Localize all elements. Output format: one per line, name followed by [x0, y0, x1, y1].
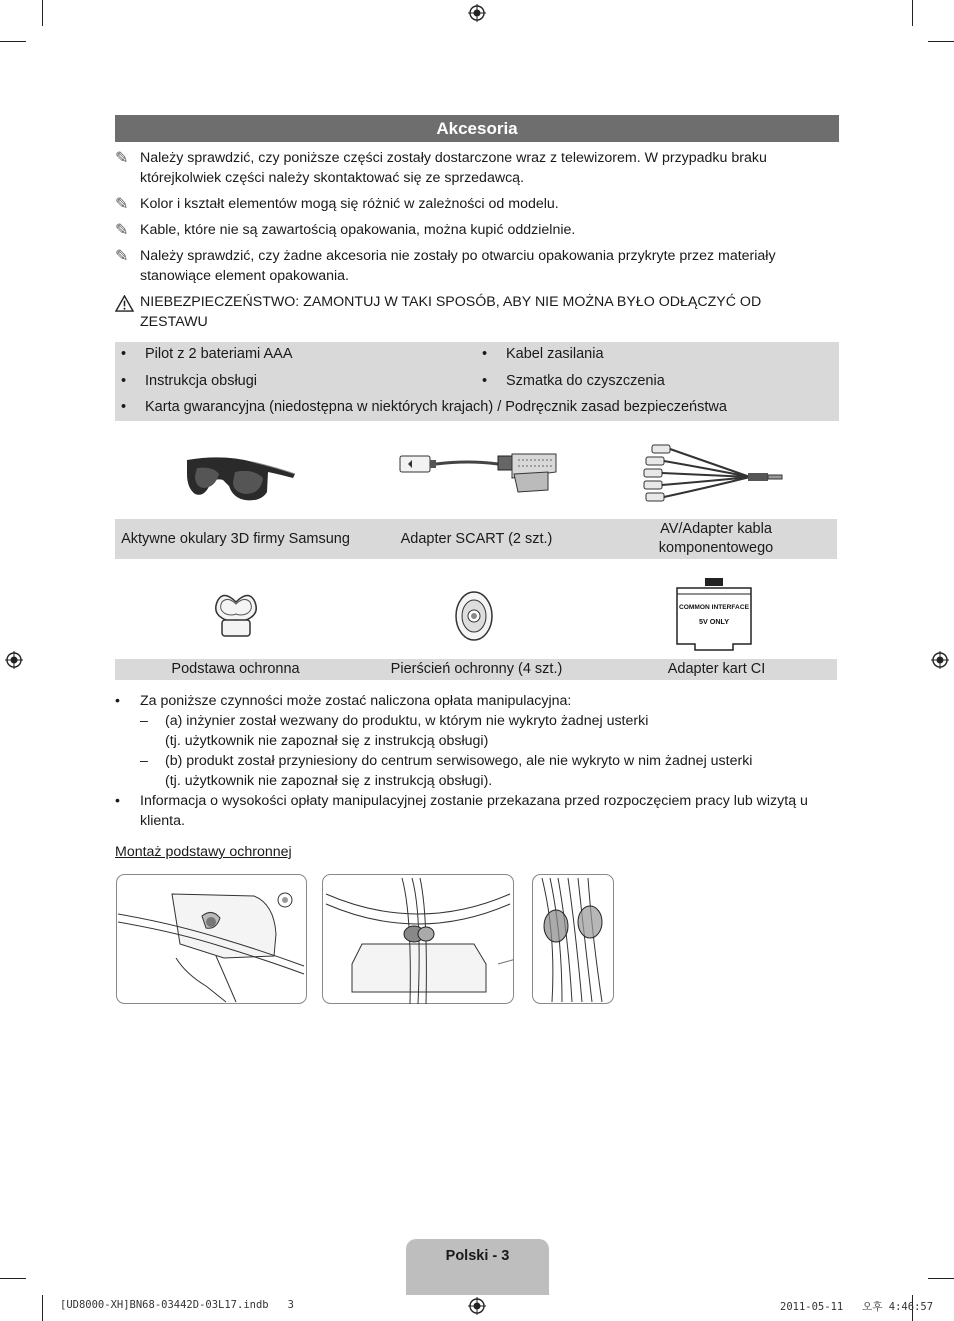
print-slug-left: [UD8000-XH]BN68-03442D-03L17.indb 3 — [60, 1299, 294, 1311]
registration-mark-icon — [468, 1297, 486, 1315]
accessory-caption: AV/Adapter kabla komponentowego — [658, 521, 774, 556]
holder-ring-icon — [453, 590, 495, 642]
crop-mark — [0, 1278, 26, 1279]
accessory-caption: Aktywne okulary 3D firmy Samsung — [121, 531, 350, 547]
note-pencil-icon: ✎ — [115, 196, 129, 213]
print-slug-right: 2011-05-11 오후 4:46:57 — [780, 1301, 934, 1313]
accessory-caption: Podstawa ochronna — [171, 661, 300, 677]
note-item: ✎ Należy sprawdzić, czy żadne akcesoria nie zostały po otwarciu opakowania przykryte przez materiały stanowiące element opakowania. — [115, 248, 776, 284]
ci-card-adapter-icon — [675, 578, 753, 652]
crop-mark — [42, 1295, 43, 1321]
note-pencil-icon: ✎ — [115, 248, 129, 265]
registration-mark-icon — [468, 4, 486, 22]
accessory-caption: Adapter SCART (2 szt.) — [400, 531, 553, 547]
note-item: ✎ Należy sprawdzić, czy poniższe części zostały dostarczone wraz z telewizorem. W przypadku braku którejkolwiek części należy skontaktować się ze sprzedawcą. — [115, 150, 767, 186]
note-pencil-icon: ✎ — [115, 222, 129, 239]
note-pencil-icon: ✎ — [115, 150, 129, 167]
crop-mark — [42, 0, 43, 26]
registration-mark-icon — [5, 651, 23, 669]
crop-mark — [0, 41, 26, 42]
crop-mark — [912, 0, 913, 26]
assembly-heading: Montaż podstawy ochronnej — [115, 844, 292, 860]
note-item: ✎ Kolor i kształt elementów mogą się różnić w zależności od modelu. — [115, 196, 559, 213]
page-number-tab: Polski - 3 — [406, 1239, 549, 1295]
accessory-caption: Pierścień ochronny (4 szt.) — [390, 661, 563, 677]
warning-triangle-icon — [115, 295, 134, 312]
av-component-adapter-icon — [640, 443, 786, 511]
crop-mark — [928, 1278, 954, 1279]
3d-glasses-icon — [183, 448, 298, 506]
holder-wire-stand-icon — [210, 588, 262, 640]
cable-clamp-detail-illustration — [532, 874, 614, 1004]
scart-adapter-icon — [398, 450, 560, 496]
warning-note: NIEBEZPIECZEŃSTWO: ZAMONTUJ W TAKI SPOSÓB, ABY NIE MOŻNA BYŁO ODŁĄCZYĆ OD ZESTAWU — [115, 293, 825, 333]
section-title: Akcesoria — [115, 115, 839, 142]
cable-routing-illustration — [322, 874, 514, 1004]
accessory-caption: Adapter kart CI — [667, 661, 766, 677]
fee-list: • Za poniższe czynności może zostać naliczona opłata manipulacyjna: – (a) inżynier został wezwany do produktu, w którym nie wykryto żadnej usterki (tj. użytkownik nie zapoznał się z instrukcją obsługi) – (b) produkt został przyniesiony do centrum serwisowego, ale nie wykryto w nim żadnej usterki (tj. użytkownik nie zapoznał się z instrukcją obsługi). • Informacja o wysokości opłaty manipulacyjnej zostanie przekazana przed rozpoczęciem pracy lub wizytą u klienta. — [115, 693, 808, 829]
ci-card-label: COMMON INTERFACE — [679, 604, 749, 611]
crop-mark — [928, 41, 954, 42]
registration-mark-icon — [931, 651, 949, 669]
stand-assembly-illustration — [116, 874, 307, 1004]
ci-card-label: 5V ONLY — [698, 617, 730, 626]
note-item: ✎ Kable, które nie są zawartością opakowania, można kupić oddzielnie. — [115, 222, 576, 239]
